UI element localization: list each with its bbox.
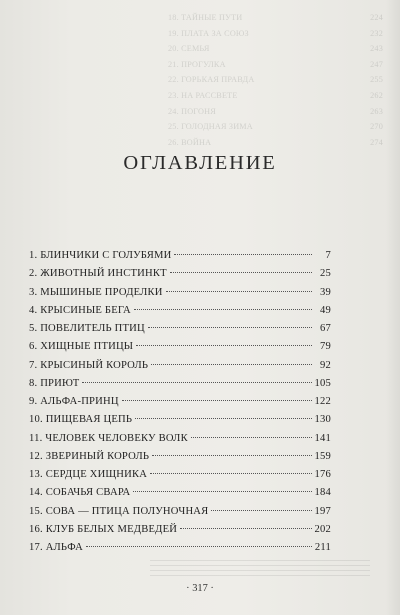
toc-entry-label: 2. ЖИВОТНЫЙ ИНСТИНКТ: [29, 268, 167, 280]
toc-entry-page: 25: [320, 268, 331, 280]
page-title: ОГЛАВЛЕНИЕ: [123, 152, 277, 174]
toc-entry-label: 1. БЛИНЧИКИ С ГОЛУБЯМИ: [29, 250, 172, 261]
toc-entry-label: 10. ПИЩЕВАЯ ЦЕПЬ: [29, 414, 133, 426]
toc-entry: [29, 265, 331, 283]
ghost-line-page: 270: [370, 122, 383, 132]
dot-leader: [170, 272, 312, 273]
dot-leader: [151, 364, 312, 365]
bleed-through-text: [168, 10, 383, 150]
dot-leader: [174, 254, 312, 255]
toc-entry-label: 3. МЫШИНЫЕ ПРОДЕЛКИ: [29, 286, 163, 298]
dot-leader: [150, 473, 311, 474]
toc-entry: [29, 430, 331, 448]
toc-entry-page: 141: [314, 432, 331, 444]
dot-leader: [135, 418, 311, 419]
toc-entry-page: 197: [314, 505, 331, 517]
toc-entry-label: 8. ПРИЮТ: [29, 377, 80, 389]
ghost-line: [168, 10, 383, 26]
dot-leader: [148, 327, 312, 328]
dot-leader: [136, 345, 312, 346]
toc-entry-label: 16. КЛУБ БЕЛЫХ МЕДВЕДЕЙ: [29, 523, 178, 535]
toc-entry: [29, 338, 331, 356]
ghost-line-label: 20. СЕМЬЯ: [168, 44, 210, 54]
ghost-line: [168, 104, 383, 120]
toc-entry: [29, 466, 331, 484]
ghost-line-label: 22. ГОРЬКАЯ ПРАВДА: [168, 75, 255, 85]
toc-entry-label: 15. СОВА — ПТИЦА ПОЛУНОЧНАЯ: [29, 505, 209, 517]
ghost-line-page: 262: [370, 90, 383, 100]
toc-entry: [29, 302, 331, 320]
dot-leader: [134, 309, 312, 310]
dot-leader: [133, 491, 311, 492]
ghost-line-page: 255: [370, 75, 383, 85]
bleed-through-footnote: [150, 560, 370, 580]
page-edge-shadow: [386, 0, 400, 615]
toc-entry-page: 7: [325, 250, 331, 261]
ghost-line-label: 25. ГОЛОДНАЯ ЗИМА: [168, 122, 253, 132]
toc-entry: [29, 521, 331, 539]
ghost-line-page: 274: [370, 137, 383, 147]
dot-leader: [86, 546, 312, 547]
ghost-line: [168, 41, 383, 57]
ghost-line-label: 24. ПОГОНЯ: [168, 106, 216, 116]
toc-entry: [29, 539, 331, 557]
ghost-line-page: 224: [370, 13, 383, 22]
toc-entry-page: 202: [314, 523, 331, 535]
ghost-line: [168, 26, 383, 42]
toc-entry-label: 7. КРЫСИНЫЙ КОРОЛЬ: [29, 359, 149, 371]
toc-entry: [29, 484, 331, 502]
page-number: · 317 ·: [186, 583, 214, 594]
dot-leader: [191, 437, 312, 438]
toc-entry: [29, 375, 331, 393]
toc-entry: [29, 393, 331, 411]
toc-entry-page: 130: [314, 414, 331, 426]
toc-entry: [29, 448, 331, 466]
toc-entry-label: 13. СЕРДЦЕ ХИЩНИКА: [29, 469, 148, 480]
ghost-line-label: 23. НА РАССВЕТЕ: [168, 90, 238, 100]
toc-entry: [29, 411, 331, 429]
toc-entry-label: 14. СОБАЧЬЯ СВАРА: [29, 487, 131, 499]
dot-leader: [180, 528, 311, 529]
toc-entry-page: 39: [320, 286, 331, 298]
table-of-contents: [29, 247, 331, 557]
dot-leader: [82, 382, 311, 383]
toc-entry: [29, 320, 331, 338]
dot-leader: [166, 291, 312, 292]
ghost-line: [168, 135, 383, 151]
toc-entry: [29, 247, 331, 265]
toc-entry-page: 67: [320, 323, 331, 334]
dot-leader: [122, 400, 312, 401]
toc-entry-label: 9. АЛЬФА-ПРИНЦ: [29, 396, 119, 407]
ghost-line: [168, 88, 383, 104]
dot-leader: [211, 510, 311, 511]
toc-entry-label: 17. АЛЬФА: [29, 542, 83, 553]
toc-entry: [29, 357, 331, 375]
toc-entry-label: 5. ПОВЕЛИТЕЛЬ ПТИЦ: [29, 323, 145, 334]
toc-entry-page: 184: [314, 487, 331, 499]
ghost-line-page: 243: [370, 44, 383, 54]
ghost-line-page: 263: [370, 106, 383, 116]
ghost-line-label: 18. ТАЙНЫЕ ПУТИ: [168, 13, 243, 22]
ghost-line-page: 232: [370, 28, 383, 38]
ghost-line: [168, 72, 383, 88]
toc-entry-page: 49: [320, 304, 331, 316]
toc-entry-page: 79: [320, 341, 331, 353]
toc-entry-page: 211: [314, 542, 331, 553]
dot-leader: [152, 455, 311, 456]
toc-entry-page: 92: [320, 359, 331, 371]
toc-entry: [29, 503, 331, 521]
ghost-line-page: 247: [370, 59, 383, 69]
toc-entry-page: 176: [314, 469, 331, 480]
toc-entry-page: 105: [314, 377, 331, 389]
toc-entry-label: 6. ХИЩНЫЕ ПТИЦЫ: [29, 341, 134, 353]
ghost-line: [168, 119, 383, 135]
toc-entry: [29, 284, 331, 302]
toc-entry-label: 12. ЗВЕРИНЫЙ КОРОЛЬ: [29, 450, 150, 462]
toc-entry-label: 4. КРЫСИНЫЕ БЕГА: [29, 304, 131, 316]
ghost-line-label: 26. ВОЙНА: [168, 137, 212, 147]
toc-entry-page: 159: [314, 450, 331, 462]
toc-entry-page: 122: [314, 396, 331, 407]
ghost-line-label: 21. ПРОГУЛКА: [168, 59, 226, 69]
ghost-line-label: 19. ПЛАТА ЗА СОЮЗ: [168, 28, 249, 38]
ghost-line: [168, 57, 383, 73]
toc-entry-label: 11. ЧЕЛОВЕК ЧЕЛОВЕКУ ВОЛК: [29, 432, 188, 444]
